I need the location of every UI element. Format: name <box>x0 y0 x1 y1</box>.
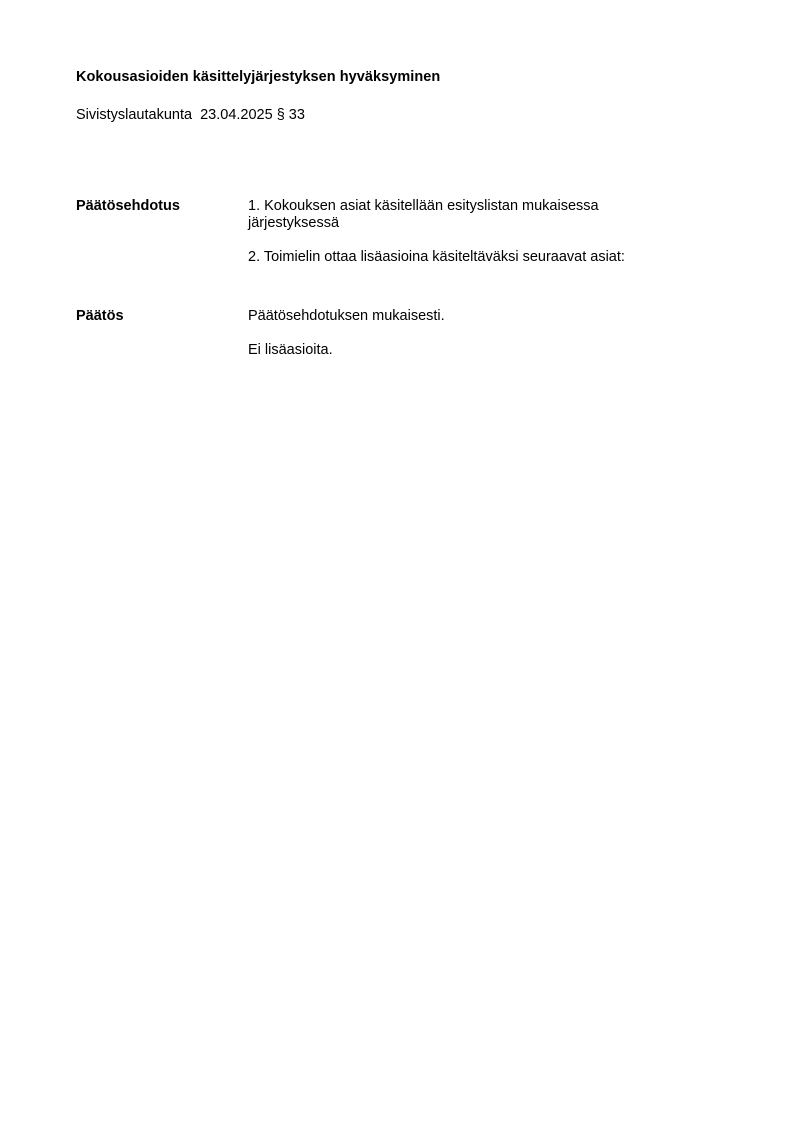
proposal-paragraph: 1. Kokouksen asiat käsitellään esityslistan mukaisessa järjestyksessä <box>248 198 599 231</box>
decision-paragraph: Päätösehdotuksen mukaisesti. <box>248 308 445 324</box>
proposal-paragraph: 2. Toimielin ottaa lisäasioina käsiteltäväksi seuraavat asiat: <box>248 249 625 265</box>
document-title: Kokousasioiden käsittelyjärjestyksen hyväksyminen <box>76 69 441 85</box>
proposal-body <box>248 198 688 266</box>
decision-paragraph: Ei lisäasioita. <box>248 342 333 358</box>
meeting-reference: Sivistyslautakunta 23.04.2025 § 33 <box>76 107 305 123</box>
decision-body <box>248 308 688 359</box>
proposal-label: Päätösehdotus <box>76 198 180 214</box>
decision-label: Päätös <box>76 308 124 324</box>
